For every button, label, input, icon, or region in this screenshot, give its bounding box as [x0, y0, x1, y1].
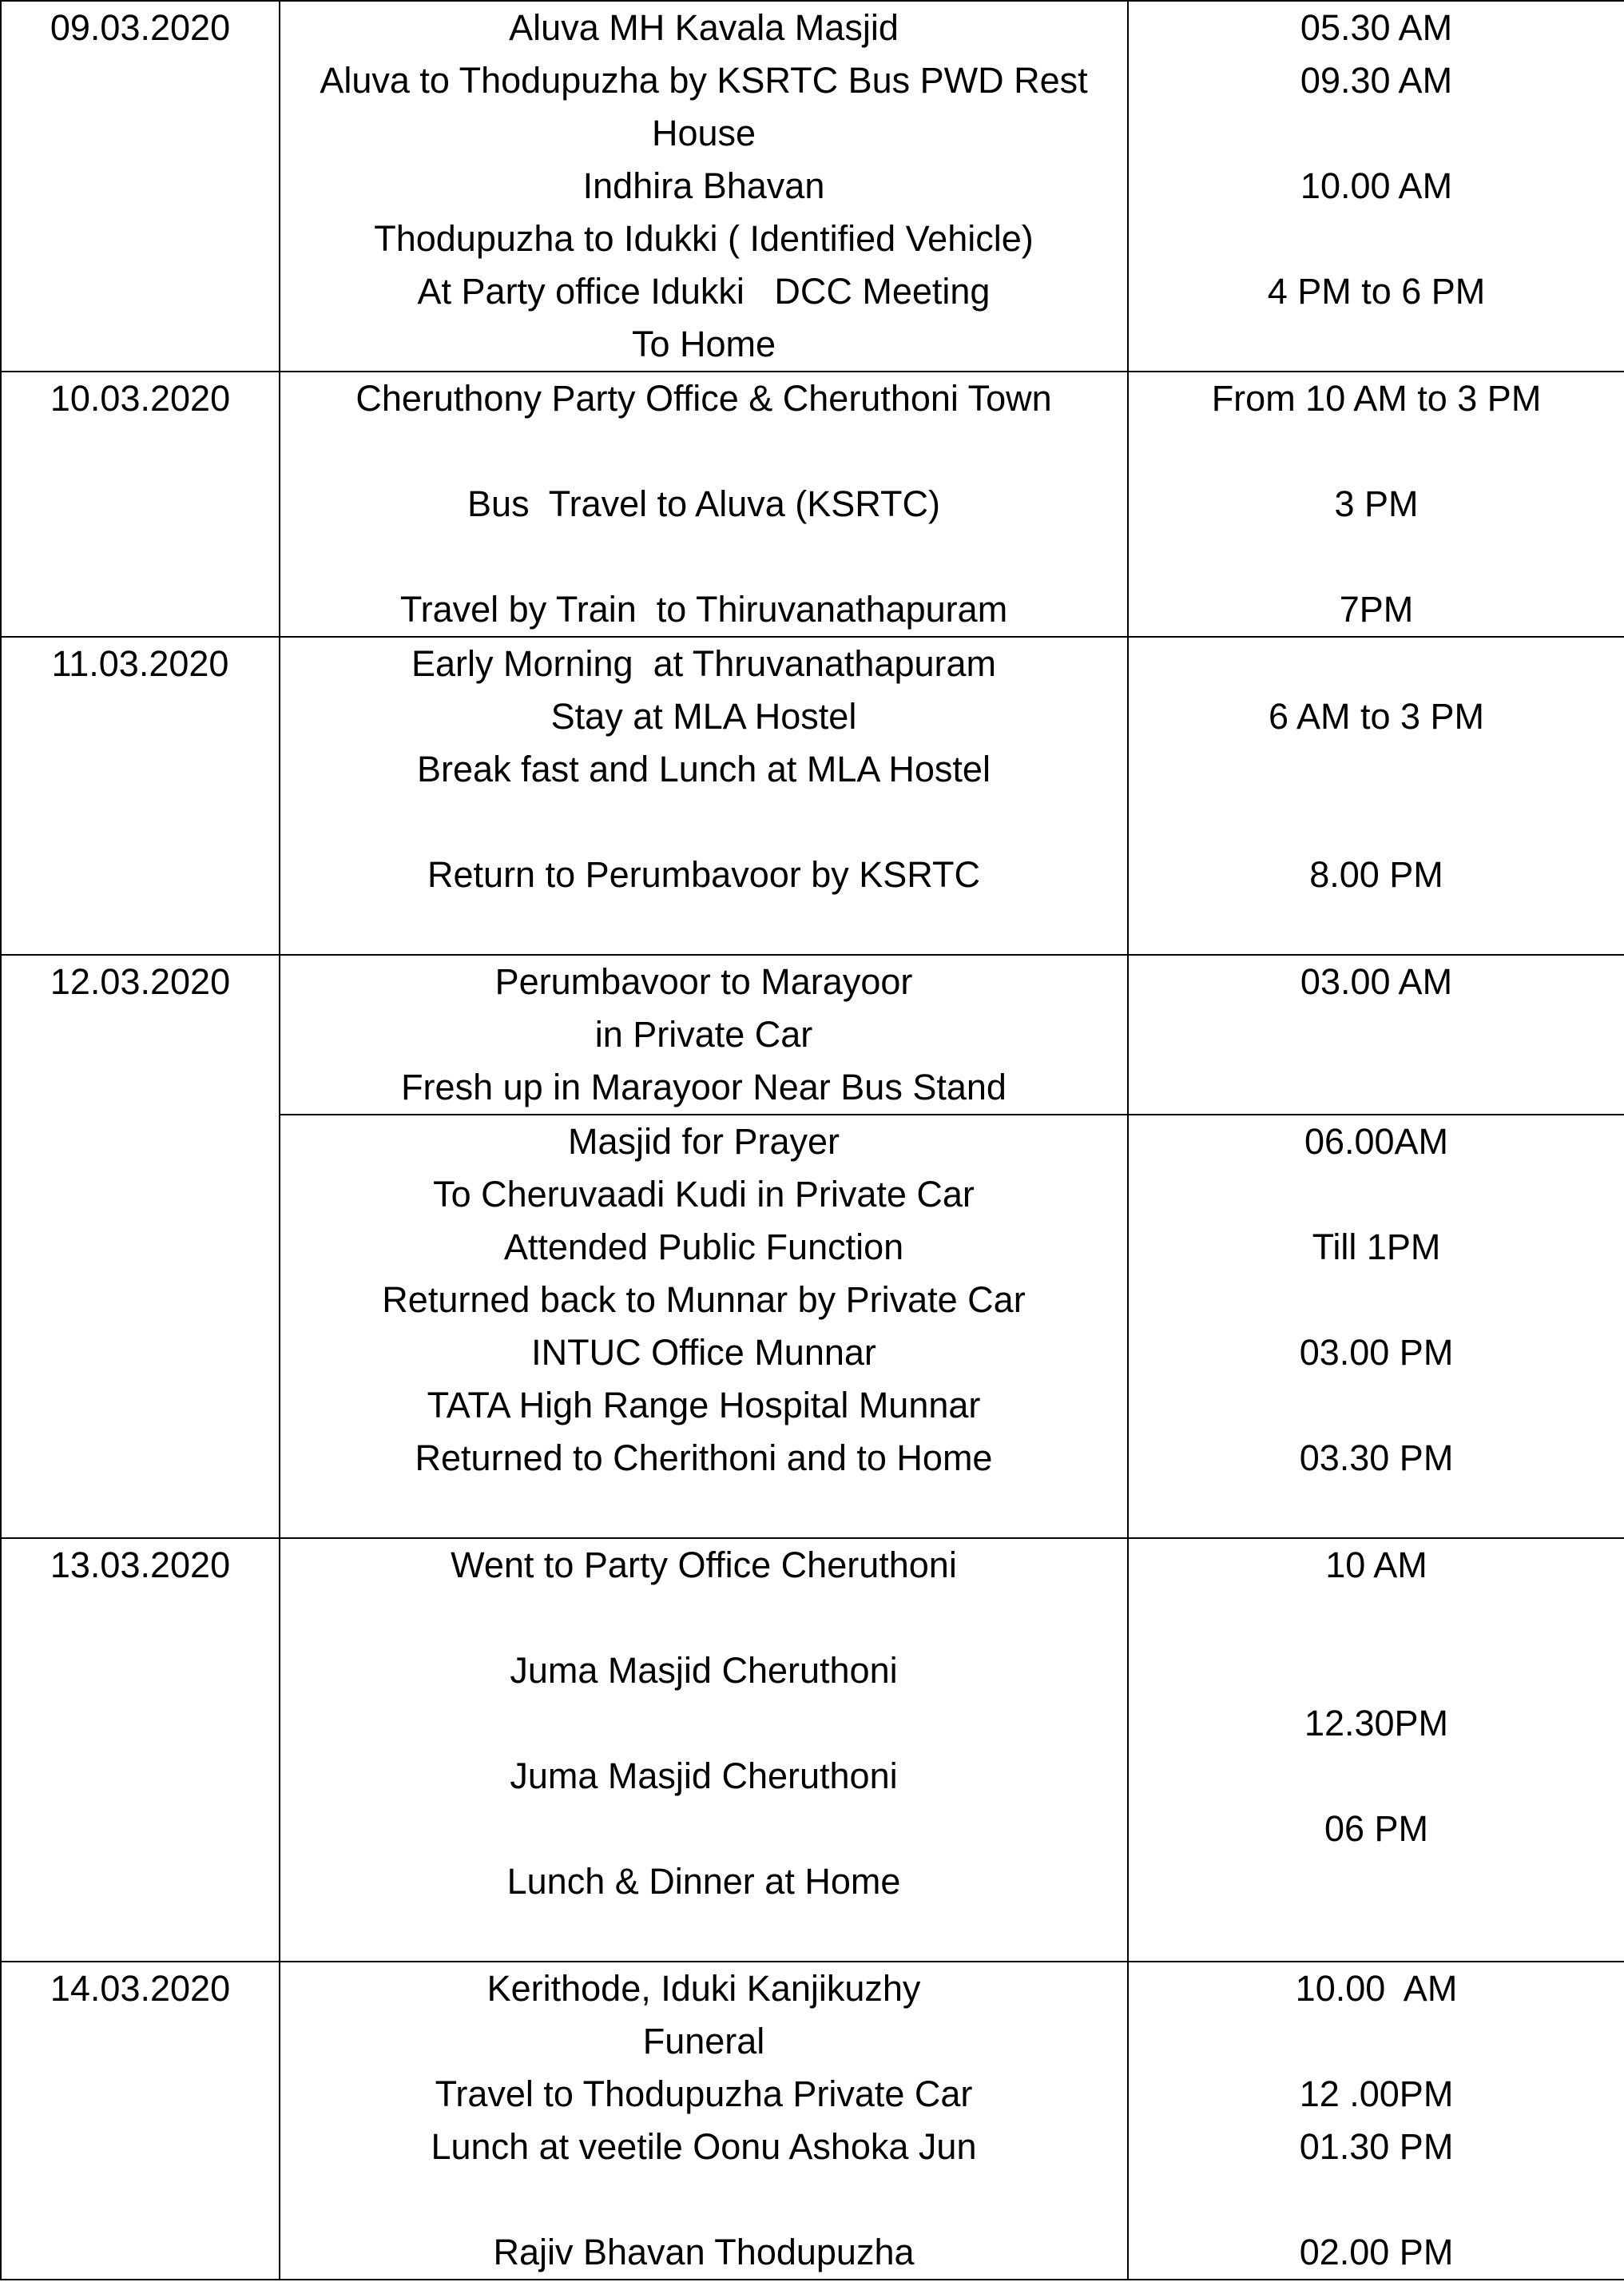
date-cell — [1, 1, 280, 372]
place-line: At Party office Idukki DCC Meeting — [417, 271, 991, 312]
date-cell — [1, 955, 280, 1538]
time-line — [1129, 1168, 1624, 1221]
time-line: 01.30 PM — [1299, 2126, 1454, 2167]
time-cell — [1128, 1962, 1624, 2280]
place-cell — [280, 637, 1128, 955]
table-row — [1, 955, 1624, 1115]
place-line: Attended Public Function — [503, 1226, 904, 1267]
place-line: Returned back to Munnar by Private Car — [382, 1279, 1026, 1320]
place-line: Aluva MH Kavala Masjid — [509, 7, 899, 48]
date-cell — [1, 637, 280, 955]
time-line — [1129, 638, 1624, 690]
time-line — [1129, 1750, 1624, 1803]
time-line — [1129, 743, 1624, 796]
date-cell — [1, 372, 280, 637]
place-line — [280, 2173, 1127, 2226]
place-line: Rajiv Bhavan Thodupuzha — [493, 2232, 915, 2272]
place-line: Masjid for Prayer — [567, 1121, 840, 1162]
time-line: 02.00 PM — [1299, 2232, 1454, 2272]
date-text: 12.03.2020 — [50, 961, 231, 1002]
time-line — [1129, 531, 1624, 583]
time-cell — [1128, 1538, 1624, 1962]
time-line: 3 PM — [1334, 483, 1419, 524]
time-cell — [1128, 637, 1624, 955]
time-line — [1129, 1061, 1624, 1114]
time-line — [1129, 796, 1624, 849]
date-cell — [1, 1962, 280, 2280]
place-line: Juma Masjid Cheruthoni — [510, 1650, 898, 1691]
place-line: Break fast and Lunch at MLA Hostel — [417, 749, 991, 789]
place-line: Bus Travel to Aluva (KSRTC) — [467, 483, 940, 524]
date-text: 14.03.2020 — [50, 1968, 231, 2009]
place-line: in Private Car — [594, 1014, 813, 1055]
place-cell — [280, 1, 1128, 372]
time-line: 03.30 PM — [1299, 1437, 1454, 1478]
place-line: Lunch & Dinner at Home — [506, 1861, 901, 1902]
time-line — [1129, 901, 1624, 954]
place-line: To Cheruvaadi Kudi in Private Car — [433, 1174, 975, 1215]
time-line — [1129, 1379, 1624, 1432]
place-line: Travel to Thodupuzha Private Car — [435, 2073, 973, 2114]
place-cell — [280, 1538, 1128, 1962]
time-line — [1129, 1592, 1624, 1644]
time-line: Till 1PM — [1312, 1226, 1441, 1267]
place-line: Early Morning at Thruvanathapuram — [411, 643, 997, 684]
time-line — [1129, 1008, 1624, 1061]
time-line: 12.30PM — [1304, 1703, 1449, 1743]
time-cell — [1128, 955, 1624, 1115]
place-line: House — [651, 113, 756, 153]
place-line: Went to Party Office Cheruthoni — [451, 1545, 957, 1585]
place-line: Lunch at veetile Oonu Ashoka Jun — [431, 2126, 977, 2167]
place-line: Juma Masjid Cheruthoni — [510, 1755, 898, 1796]
place-line: Stay at MLA Hostel — [550, 696, 857, 737]
time-line: 8.00 PM — [1309, 854, 1443, 895]
place-line: Cheruthony Party Office & Cheruthoni Town — [355, 378, 1052, 419]
time-line — [1129, 107, 1624, 160]
time-line: 10 AM — [1325, 1545, 1427, 1585]
time-line: 12 .00PM — [1299, 2073, 1454, 2114]
time-cell — [1128, 1115, 1624, 1538]
place-cell — [280, 372, 1128, 637]
time-line — [1129, 1274, 1624, 1326]
time-line: 10.00 AM — [1295, 1968, 1458, 2009]
place-line — [280, 531, 1127, 583]
time-line — [1129, 1908, 1624, 1961]
table-row — [1, 372, 1624, 637]
place-line: Returned to Cherithoni and to Home — [415, 1437, 993, 1478]
place-line: Aluva to Thodupuzha by KSRTC Bus PWD Rest — [320, 60, 1088, 101]
place-line: Funeral — [642, 2021, 765, 2061]
time-cell — [1128, 1, 1624, 372]
time-line: 03.00 AM — [1300, 961, 1453, 1002]
place-line: TATA High Range Hospital Munnar — [427, 1385, 981, 1425]
time-line — [1129, 318, 1624, 371]
place-line: Kerithode, Iduki Kanjikuzhy — [486, 1968, 921, 2009]
place-line — [280, 796, 1127, 849]
time-line: 4 PM to 6 PM — [1267, 271, 1486, 312]
time-cell — [1128, 372, 1624, 637]
time-line — [1129, 2173, 1624, 2226]
date-text: 10.03.2020 — [50, 378, 231, 419]
itinerary-body — [1, 1, 1624, 2280]
table-row — [1, 1538, 1624, 1962]
time-line: 09.30 AM — [1300, 60, 1453, 101]
place-line — [280, 901, 1127, 954]
place-line — [280, 1485, 1127, 1537]
place-cell — [280, 955, 1128, 1115]
time-line: 05.30 AM — [1300, 7, 1453, 48]
place-line: Indhira Bhavan — [582, 165, 825, 206]
time-line: 06.00AM — [1304, 1121, 1449, 1162]
table-row — [1, 1962, 1624, 2280]
time-line: 6 AM to 3 PM — [1268, 696, 1485, 737]
date-text: 09.03.2020 — [50, 7, 231, 48]
date-text: 13.03.2020 — [50, 1545, 231, 1585]
time-line: 06 PM — [1324, 1808, 1429, 1849]
time-line — [1129, 425, 1624, 478]
date-text: 11.03.2020 — [51, 643, 229, 684]
place-line — [280, 425, 1127, 478]
place-cell — [280, 1962, 1128, 2280]
time-line: 03.00 PM — [1299, 1332, 1454, 1373]
place-line — [280, 1697, 1127, 1750]
time-line: 7PM — [1339, 589, 1414, 630]
time-line — [1129, 1485, 1624, 1537]
place-line: Perumbavoor to Marayoor — [494, 961, 913, 1002]
place-line: INTUC Office Munnar — [531, 1332, 876, 1373]
place-line: Fresh up in Marayoor Near Bus Stand — [401, 1067, 1007, 1107]
place-line — [280, 1908, 1127, 1961]
place-line: Travel by Train to Thiruvanathapuram — [399, 589, 1008, 630]
time-line — [1129, 1644, 1624, 1697]
time-line: 10.00 AM — [1300, 165, 1453, 206]
place-line — [280, 1592, 1127, 1644]
place-line: Thodupuzha to Idukki ( Identified Vehicle) — [374, 218, 1034, 259]
table-row — [1, 637, 1624, 955]
time-line: From 10 AM to 3 PM — [1211, 378, 1542, 419]
time-line — [1129, 1855, 1624, 1908]
place-line: To Home — [631, 324, 776, 364]
place-line: Return to Perumbavoor by KSRTC — [427, 854, 980, 895]
time-line — [1129, 2015, 1624, 2068]
table-row — [1, 1, 1624, 372]
date-cell — [1, 1538, 280, 1962]
place-cell — [280, 1115, 1128, 1538]
time-line — [1129, 213, 1624, 265]
place-line — [280, 1803, 1127, 1855]
